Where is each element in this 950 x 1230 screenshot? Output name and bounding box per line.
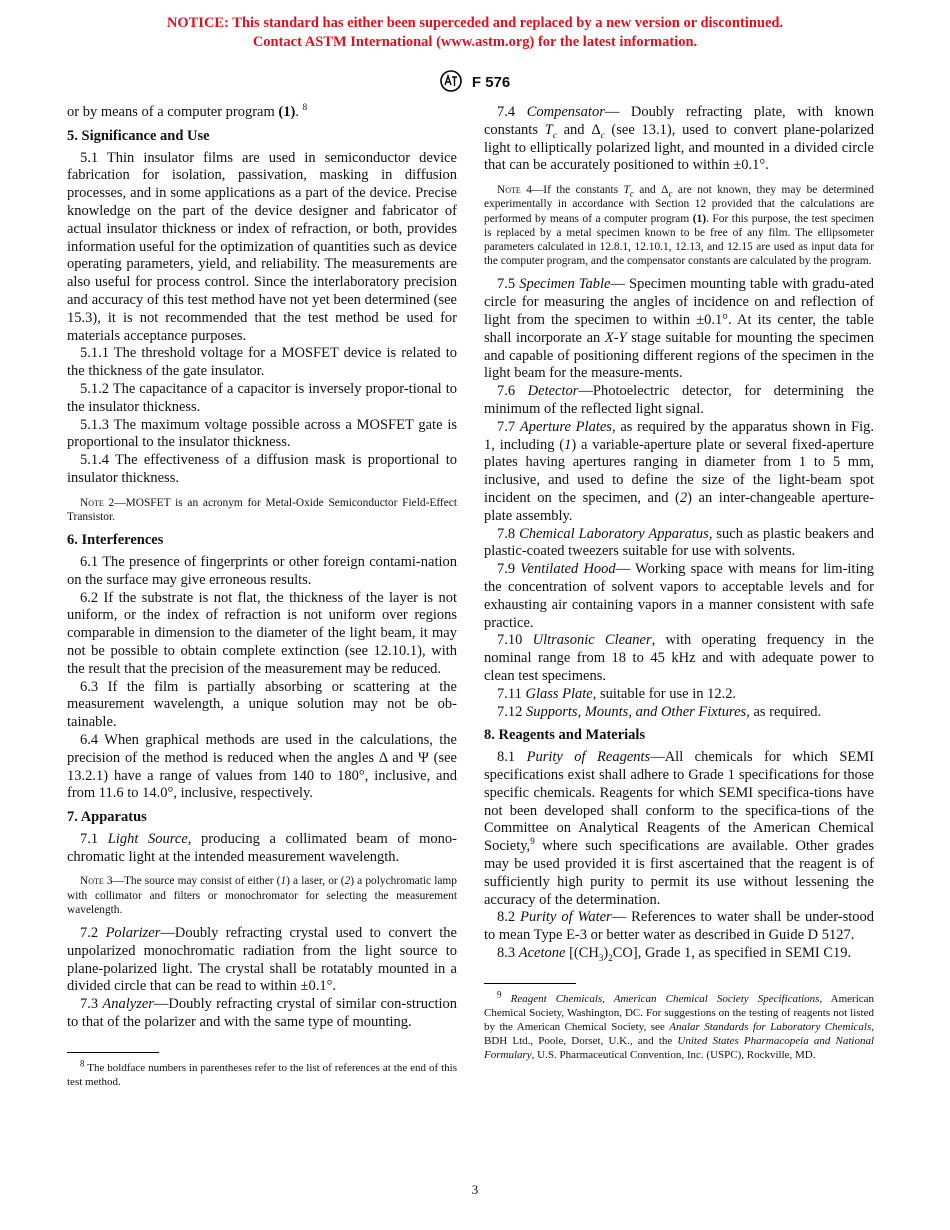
footnote-marker: 8 <box>80 1058 85 1069</box>
paragraph-7-12 <box>484 704 874 722</box>
document-header <box>0 70 950 96</box>
text: — Specimen mounting table with gradu-ated circle for measuring the angles of incidence on and reflection of light from the specimen to within ±0.1°. At its center, the table shall incorporate an <box>484 276 874 346</box>
text: ) a polychromatic lamp with collimator and filters or monochromator for selecting the measurement wavelength. <box>67 875 457 916</box>
num: 7.5 <box>497 276 520 293</box>
text: , suitable for use in 12.2. <box>592 685 737 702</box>
term: Chemical Laboratory Apparatus <box>519 525 709 542</box>
subscript: 3 <box>598 952 604 963</box>
text: , as required. <box>746 703 822 720</box>
text: —Doubly refracting crystal used to convert the unpolarized monochromatic radiation from the light source to plane-polarized light. The crystal shall be rotatably mounted in a divided circle that can be read to within ±0.1°. <box>67 925 457 995</box>
footnote-divider <box>67 1052 159 1053</box>
text: — Doubly refracting plate, with known constants <box>484 104 875 138</box>
term: Polarizer <box>105 925 161 942</box>
term: Purity of Reagents <box>526 749 651 766</box>
text: , such as plastic beakers and plastic-coated tweezers suitable for use with solvents. <box>484 525 874 560</box>
paragraph-7-8 <box>484 526 874 562</box>
text: The boldface numbers in parentheses refer to the list of references at the end of this test method. <box>67 1061 457 1088</box>
section-heading-5: 5. Significance and Use <box>67 127 210 144</box>
num: 7.2 <box>80 925 106 942</box>
num: 7.8 <box>497 525 520 542</box>
italic: Reagent Chemicals, American Chemical Society Specifications <box>510 992 820 1005</box>
section-heading-8: 8. Reagents and Materials <box>484 727 646 744</box>
num: 7.11 <box>497 685 526 702</box>
text: are not known, they may be determined experimentally in accordance with Section 12 provided that the calculations are performed by means of a computer program <box>484 184 874 225</box>
text: , with operating frequency in the nominal range from 18 to 45 kHz and with adequate power to clean test specimens. <box>484 632 874 684</box>
term: Detector <box>527 383 579 400</box>
num: 8.2 <box>497 909 521 926</box>
paragraph-6-3: 6.3 If the film is partially absorbing or scattering at the measurement wavelength, a unique solution may not be ob-tainable. <box>67 678 457 731</box>
text: — Working space with means for lim-iting the concentration of solvent vapors to acceptable levels and for exhausting air containing vapors in a manner consistent with safe practice. <box>484 561 874 631</box>
paragraph-7-10 <box>484 632 874 685</box>
num: 7.3 <box>80 996 103 1013</box>
paragraph-5-1-2: 5.1.2 The capacitance of a capacitor is inversely propor-tional to the insulator thickness. <box>67 380 457 415</box>
footnote-marker: 9 <box>497 989 502 1000</box>
term: Specimen Table <box>519 276 611 293</box>
term: Supports, Mounts, and Other Fixtures <box>526 703 747 720</box>
footnote-marker: 9 <box>530 836 535 847</box>
paragraph-5-1-3: 5.1.3 The maximum voltage possible across a MOSFET gate is proportional to the insulator thickness. <box>67 416 457 451</box>
paragraph-7-6 <box>484 383 874 419</box>
notice-line-2: Contact ASTM International (www.astm.org) for the latest information. <box>252 34 698 50</box>
num: 8.1 <box>497 749 527 766</box>
term: Ultrasonic Cleaner <box>532 632 652 649</box>
term: Purity of Water <box>520 909 612 926</box>
num: 7.6 <box>497 383 528 400</box>
note-text: 2—MOSFET is an acronym for Metal-Oxide Semiconductor Field-Effect Transistor. <box>67 496 457 523</box>
paragraph-7-4 <box>484 104 874 175</box>
text: ) <box>603 944 609 961</box>
term: Analyzer <box>102 996 154 1013</box>
text: — References to water shall be under-stood to mean Type E-3 or better water as described in Guide D 5127. <box>484 909 874 944</box>
paragraph-7-3 <box>67 996 457 1032</box>
text: . For this purpose, the test specimen is replaced by a metal specimen known to be free of any film. The ellipsometer parameters calculated in 12.8.1, 12.10.1, 12.13, and 12.15 are used as input data for the computer program, and the compensator constants are calculated by the program. <box>484 212 875 268</box>
text: 4—If the constants <box>520 184 624 197</box>
text: ) an inter-changeable aperture-plate assembly. <box>484 489 874 524</box>
num: 7.7 <box>497 418 520 435</box>
paragraph-7-5 <box>484 276 874 383</box>
subscript: c <box>600 129 605 140</box>
paragraph-7-11 <box>484 686 874 704</box>
text: ) a laser, or ( <box>286 875 345 888</box>
text: —Doubly refracting crystal of similar con-struction to that of the polarizer and with the same type of mounting. <box>67 996 458 1031</box>
num: 7.10 <box>497 632 533 649</box>
subscript: c <box>629 188 634 199</box>
subscript: c <box>552 129 557 140</box>
text: and Δ <box>556 121 601 138</box>
paragraph-7-1 <box>67 831 457 867</box>
text: and Δ <box>633 184 669 197</box>
symbol: T <box>544 121 553 138</box>
text: ) a variable-aperture plate or several fixed-aperture plates having apertures ranging in diameter from 1 to 5 mm, inclusive, and used to define the size of the light-beam spot incident on the specimen, and ( <box>484 436 874 506</box>
italic: United States Pharmacopeia and National Formulary <box>484 1034 874 1061</box>
section-heading-7: 7. Apparatus <box>67 809 147 826</box>
text: —All chemicals for which SEMI specifications exist shall adhere to Grade 1 specifications for those specific chemicals. Reagents for which SEMI specifica-tions have not been developed shall conform to the specifica-tions of the Committee on Analytical Reagents of the American Chemical Society, <box>484 749 875 855</box>
term: Glass Plate <box>525 685 593 702</box>
notice-banner <box>0 14 950 52</box>
paragraph-6-2: 6.2 If the substrate is not flat, the thickness of the layer is not uniform, or the index of refraction is not uniform over regions comparable in dimension to the diameter of the light beam, it may not be possible to obtain complete extinction (see 12.10.1), with the result that the precision of the measurement may be reduced. <box>67 589 457 677</box>
term: Acetone <box>518 944 566 961</box>
paragraph-8-2 <box>484 909 874 945</box>
note-label: Note <box>497 184 521 197</box>
text: stage suitable for mounting the specimen and capable of positioning different regions of the specimen in the light beam for the measure-ments. <box>484 329 874 382</box>
italic: 2 <box>679 489 688 506</box>
symbol: T <box>623 184 630 197</box>
text: , as required by the apparatus shown in Fig. 1, including ( <box>484 418 875 453</box>
text: , producing a collimated beam of mono-chromatic light at the intended measurement wavelength. <box>67 830 457 865</box>
astm-logo-icon <box>440 70 462 96</box>
section-heading-6: 6. Interferences <box>67 532 164 549</box>
paragraph-6-1: 6.1 The presence of fingerprints or other foreign contami-nation on the surface may give erroneous results. <box>67 553 457 588</box>
text: or by means of a computer program <box>67 104 279 120</box>
text: [(CH <box>565 944 599 961</box>
paragraph-5-1-1: 5.1.1 The threshold voltage for a MOSFET device is related to the thickness of the gate insulator. <box>67 345 457 380</box>
italic: 1 <box>564 436 572 453</box>
paragraph-continuation: or by means of a computer program (1). $^8$ <box>67 102 308 120</box>
footnote-9 <box>484 989 875 1062</box>
term: Compensator <box>526 104 605 120</box>
subscript: 2 <box>608 952 613 963</box>
term: Ventilated Hood <box>520 561 616 578</box>
num: 8.3 <box>497 944 519 961</box>
paragraph-5-1: 5.1 Thin insulator films are used in semiconductor device fabrication for isolation, passivation, masking in diffusion processes, and in some applications as a part of the device. Precise knowledge on the part of the device designer and fabricator of actual insulator thickness or index of refraction, or both, provides information useful for the optimization of quantities such as device operating parameters, yield, and reliability. The measurements are also useful for process control. Since the interlaboratory precision and accuracy of this test method have not yet been determined (see 15.3), it is not recommended that the test method be used for materials acceptance purposes. <box>67 149 457 344</box>
note-2 <box>67 496 457 524</box>
note-label: Note <box>80 875 104 888</box>
num: 7.12 <box>497 703 526 720</box>
num: 7.1 <box>80 830 108 847</box>
paragraph-7-7 <box>484 419 874 526</box>
footnote-marker: 8 <box>302 102 308 113</box>
italic: X-Y <box>604 329 627 346</box>
text: CO], Grade 1, as specified in SEMI C19. <box>612 944 852 961</box>
text: —Photoelectric detector, for determining the minimum of the reflected light signal. <box>484 383 874 417</box>
num: 7.9 <box>497 561 521 578</box>
right-column <box>484 104 874 1062</box>
note-3 <box>67 874 457 917</box>
reference: (1) <box>692 212 707 225</box>
left-column <box>67 104 457 1089</box>
footnote-8 <box>67 1058 457 1089</box>
subscript: c <box>668 188 673 199</box>
text: where such specifications are available. Other grades may be used provided it is first ascertained that the reagent is of sufficiently high purity to permit its use without lessening the accuracy of the determination. <box>484 838 874 908</box>
paragraph-5-1-4: 5.1.4 The effectiveness of a diffusion mask is proportional to insulator thickness. <box>67 452 457 486</box>
paragraph-8-3 <box>484 945 874 963</box>
italic: Analar Standards for Laboratory Chemicals <box>669 1020 872 1033</box>
text: 3—The source may consist of either ( <box>103 875 281 888</box>
note-4 <box>484 183 874 268</box>
paragraph-7-2 <box>67 925 457 996</box>
page-number: 3 <box>471 1182 479 1197</box>
text: , American Chemical Society, Washington, DC. For suggestions on the testing of reagents not listed by the American Chemical Society, see <box>484 992 875 1033</box>
footnote-divider <box>484 983 576 984</box>
paragraph-7-9 <box>484 561 874 632</box>
text: , U.S. Pharmaceutical Convention, Inc. (USPC), Rockville, MD. <box>531 1048 816 1061</box>
italic: 1 <box>280 875 287 888</box>
notice-line-1: NOTICE: This standard has either been superceded and replaced by a new version or discontinued. <box>166 15 784 31</box>
text: , BDH Ltd., Poole, Dorset, U.K., and the <box>484 1020 874 1047</box>
term: Aperture Plates <box>519 418 612 435</box>
paragraph-6-4: 6.4 When graphical methods are used in the calculations, the precision of the method is reduced when the angles Δ and Ψ (see 13.2.1) have a range of values from 140 to 180°, inclusive, and from 11.6 to 14.0°, inclusive, respectively. <box>67 731 457 802</box>
paragraph-8-1 <box>484 749 874 909</box>
italic: 2 <box>344 875 351 888</box>
term: Light Source <box>107 830 188 847</box>
note-label: Note <box>80 496 104 509</box>
text: (see 13.1), used to convert plane-polarized light to elliptically polarized light, and mounted in a divided circle that can be accurately positioned to within ±0.1°. <box>484 121 875 174</box>
num: 7.4 <box>497 104 527 120</box>
standard-designation: F 576 <box>471 73 511 91</box>
reference: (1) <box>278 104 296 120</box>
